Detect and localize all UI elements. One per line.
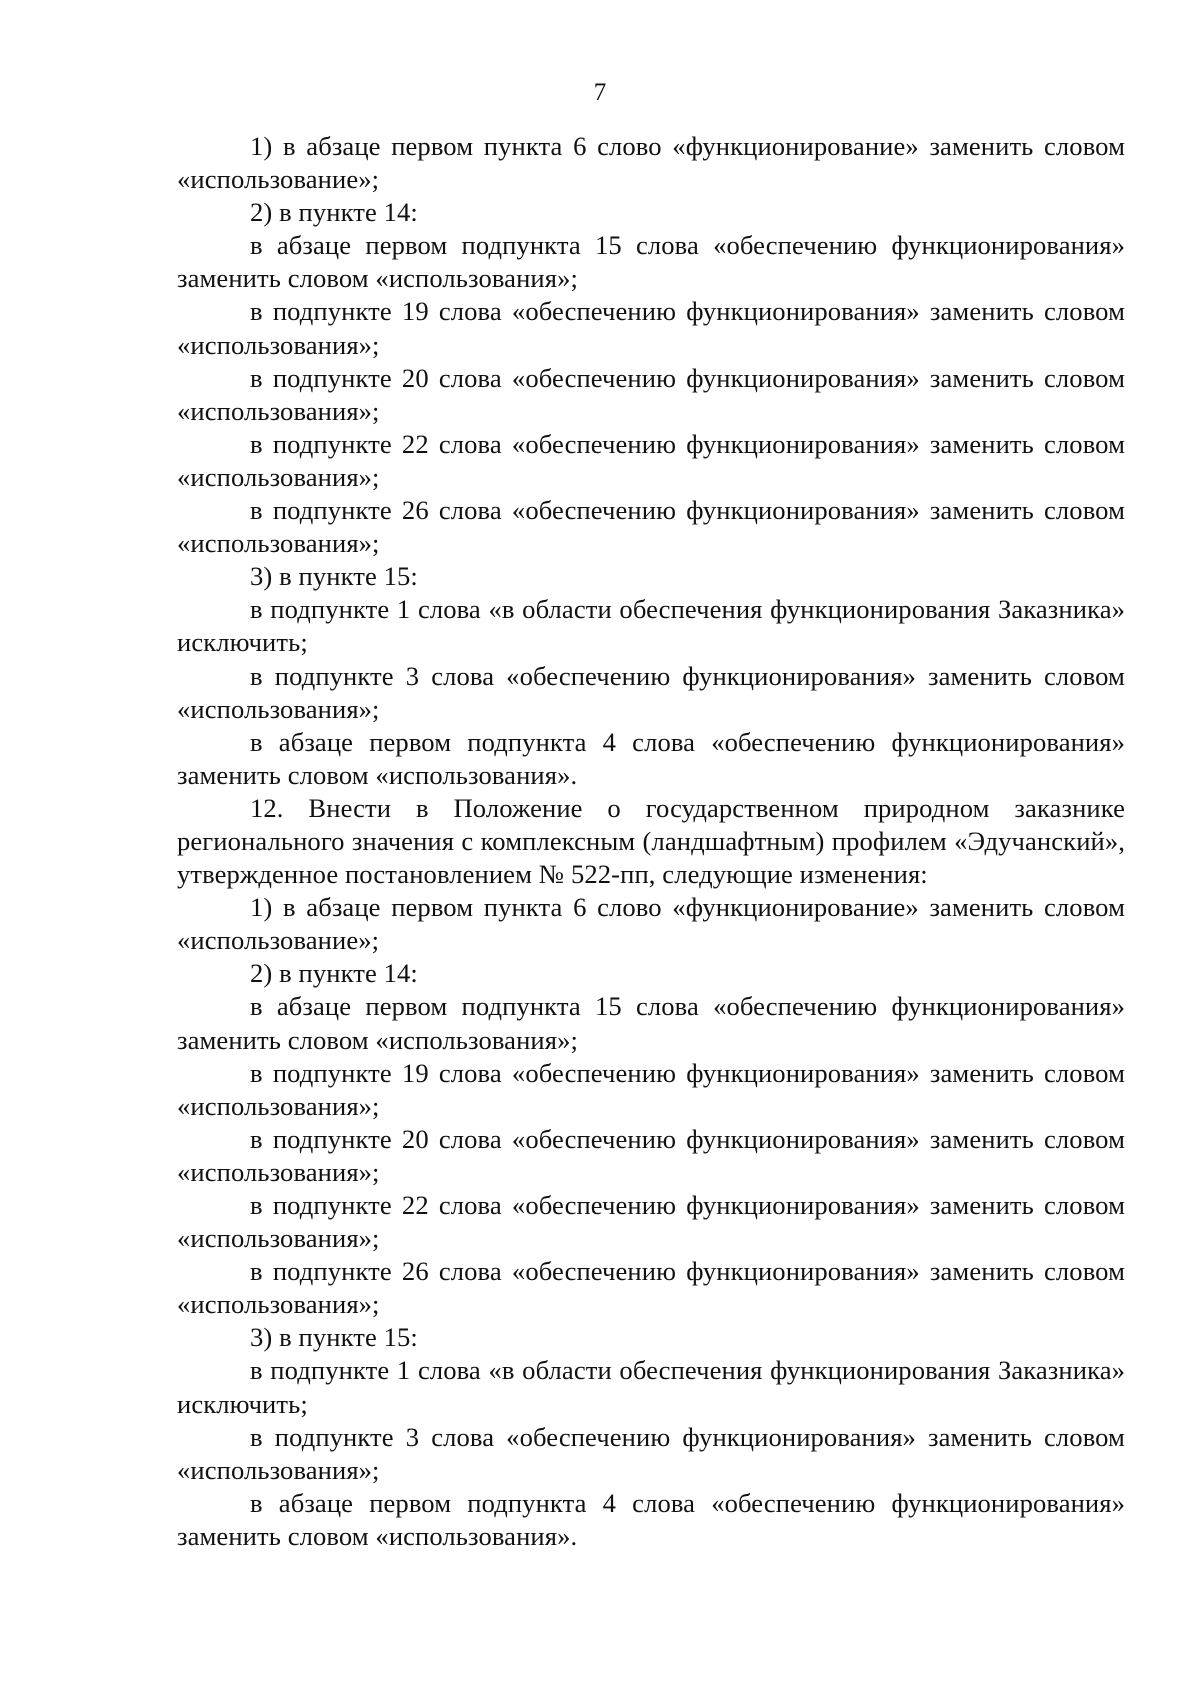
paragraph: 1) в абзаце первом пункта 6 слово «функционирование» заменить словом «использование»;	[177, 892, 1125, 956]
paragraph: в подпункте 22 слова «обеспечению функционирования» заменить словом «использования»;	[177, 428, 1125, 492]
page-number: 7	[593, 79, 607, 106]
paragraph: в подпункте 1 слова «в области обеспечения функционирования Заказника» исключить;	[177, 1355, 1125, 1419]
paragraph: в подпункте 1 слова «в области обеспечения функционирования Заказника» исключить;	[177, 594, 1125, 658]
paragraph: в подпункте 3 слова «обеспечению функционирования» заменить словом «использования»;	[177, 660, 1125, 724]
paragraph: в абзаце первом подпункта 4 слова «обеспечению функционирования» заменить словом «использования».	[177, 1487, 1125, 1551]
document-body	[177, 130, 1125, 1553]
paragraph: в подпункте 22 слова «обеспечению функционирования» заменить словом «использования»;	[177, 1190, 1125, 1254]
paragraph: в абзаце первом подпункта 15 слова «обеспечению функционирования» заменить словом «использования»;	[177, 230, 1125, 294]
paragraph: 3) в пункте 15:	[250, 561, 418, 592]
paragraph: в подпункте 20 слова «обеспечению функционирования» заменить словом «использования»;	[177, 1123, 1125, 1187]
paragraph: 2) в пункте 14:	[250, 197, 418, 228]
paragraph: в подпункте 19 слова «обеспечению функционирования» заменить словом «использования»;	[177, 1057, 1125, 1121]
paragraph: в абзаце первом подпункта 15 слова «обеспечению функционирования» заменить словом «использования»;	[177, 991, 1125, 1055]
paragraph: в подпункте 19 слова «обеспечению функционирования» заменить словом «использования»;	[177, 296, 1125, 360]
paragraph: в абзаце первом подпункта 4 слова «обеспечению функционирования» заменить словом «использования».	[177, 726, 1125, 790]
paragraph: 12. Внести в Положение о государственном природном заказнике регионального значения с комплексным (ландшафтным) профилем «Эдучанский», утвержденное постановлением № 522-пп, следующие изменения:	[177, 792, 1125, 890]
paragraph: в подпункте 26 слова «обеспечению функционирования» заменить словом «использования»;	[177, 1256, 1125, 1320]
paragraph: 3) в пункте 15:	[250, 1322, 418, 1353]
paragraph: в подпункте 3 слова «обеспечению функционирования» заменить словом «использования»;	[177, 1421, 1125, 1485]
paragraph: 1) в абзаце первом пункта 6 слово «функционирование» заменить словом «использование»;	[177, 131, 1125, 195]
paragraph: 2) в пункте 14:	[250, 958, 418, 989]
paragraph: в подпункте 26 слова «обеспечению функционирования» заменить словом «использования»;	[177, 495, 1125, 559]
paragraph: в подпункте 20 слова «обеспечению функционирования» заменить словом «использования»;	[177, 362, 1125, 426]
